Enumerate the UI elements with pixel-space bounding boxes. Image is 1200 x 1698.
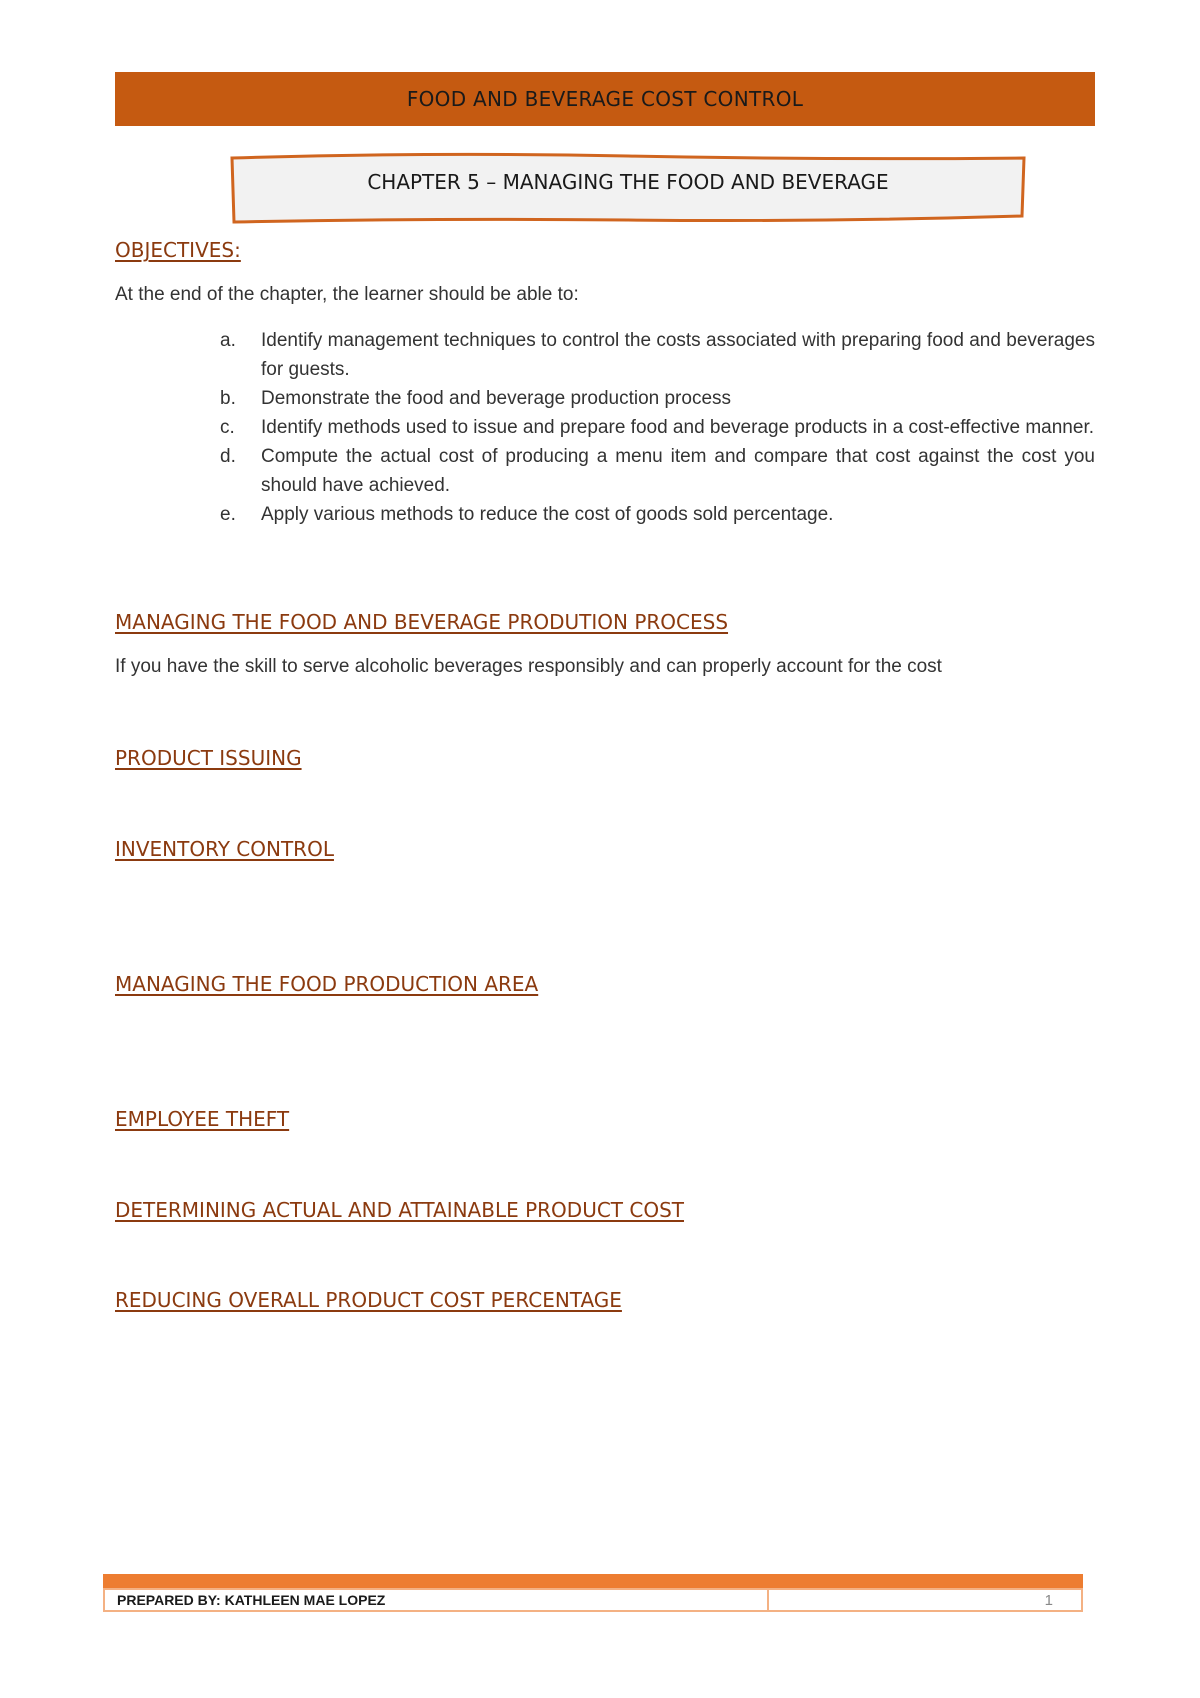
list-letter: a.	[220, 330, 236, 351]
list-item	[220, 384, 1095, 413]
reducing-cost-heading: REDUCING OVERALL PRODUCT COST PERCENTAGE	[115, 1288, 622, 1312]
objectives-heading: OBJECTIVES:	[115, 238, 241, 262]
list-letter: b.	[220, 388, 236, 409]
course-title: FOOD AND BEVERAGE COST CONTROL	[406, 87, 804, 111]
employee-theft-heading: EMPLOYEE THEFT	[115, 1107, 290, 1131]
objectives-list	[220, 326, 1095, 529]
list-text: Identify management techniques to control the costs associated with preparing food and beverages for guests.	[261, 330, 1095, 380]
course-title-band	[115, 72, 1095, 126]
inventory-control-heading: INVENTORY CONTROL	[115, 837, 334, 861]
chapter-title: CHAPTER 5 – MANAGING THE FOOD AND BEVERAGE	[367, 170, 889, 194]
list-text: Identify methods used to issue and prepare food and beverage products in a cost-effective manner.	[261, 417, 1095, 438]
list-text: Compute the actual cost of producing a menu item and compare that cost against the cost you should have achieved.	[261, 446, 1095, 496]
production-process-body: If you have the skill to serve alcoholic beverages responsibly and can properly account for the cost	[115, 656, 942, 677]
list-item	[220, 413, 1095, 442]
list-letter: d.	[220, 446, 236, 467]
production-process-heading: MANAGING THE FOOD AND BEVERAGE PRODUTION PROCESS	[115, 610, 729, 634]
product-issuing-heading: PRODUCT ISSUING	[115, 746, 302, 770]
list-item	[220, 326, 1095, 384]
footer	[103, 1588, 1083, 1612]
objectives-intro: At the end of the chapter, the learner should be able to:	[115, 284, 579, 305]
list-text: Apply various methods to reduce the cost of goods sold percentage.	[261, 504, 834, 525]
list-item	[220, 442, 1095, 500]
list-letter: e.	[220, 504, 236, 525]
footer-bar	[103, 1574, 1083, 1588]
list-letter: c.	[220, 417, 235, 438]
actual-attainable-heading: DETERMINING ACTUAL AND ATTAINABLE PRODUCT COST	[115, 1198, 684, 1222]
prepared-by: PREPARED BY: KATHLEEN MAE LOPEZ	[105, 1590, 769, 1610]
food-production-area-heading: MANAGING THE FOOD PRODUCTION AREA	[115, 972, 539, 996]
list-text: Demonstrate the food and beverage production process	[261, 388, 732, 409]
list-item	[220, 500, 1095, 529]
chapter-banner	[228, 150, 1028, 230]
page-number: 1	[1044, 1591, 1053, 1609]
